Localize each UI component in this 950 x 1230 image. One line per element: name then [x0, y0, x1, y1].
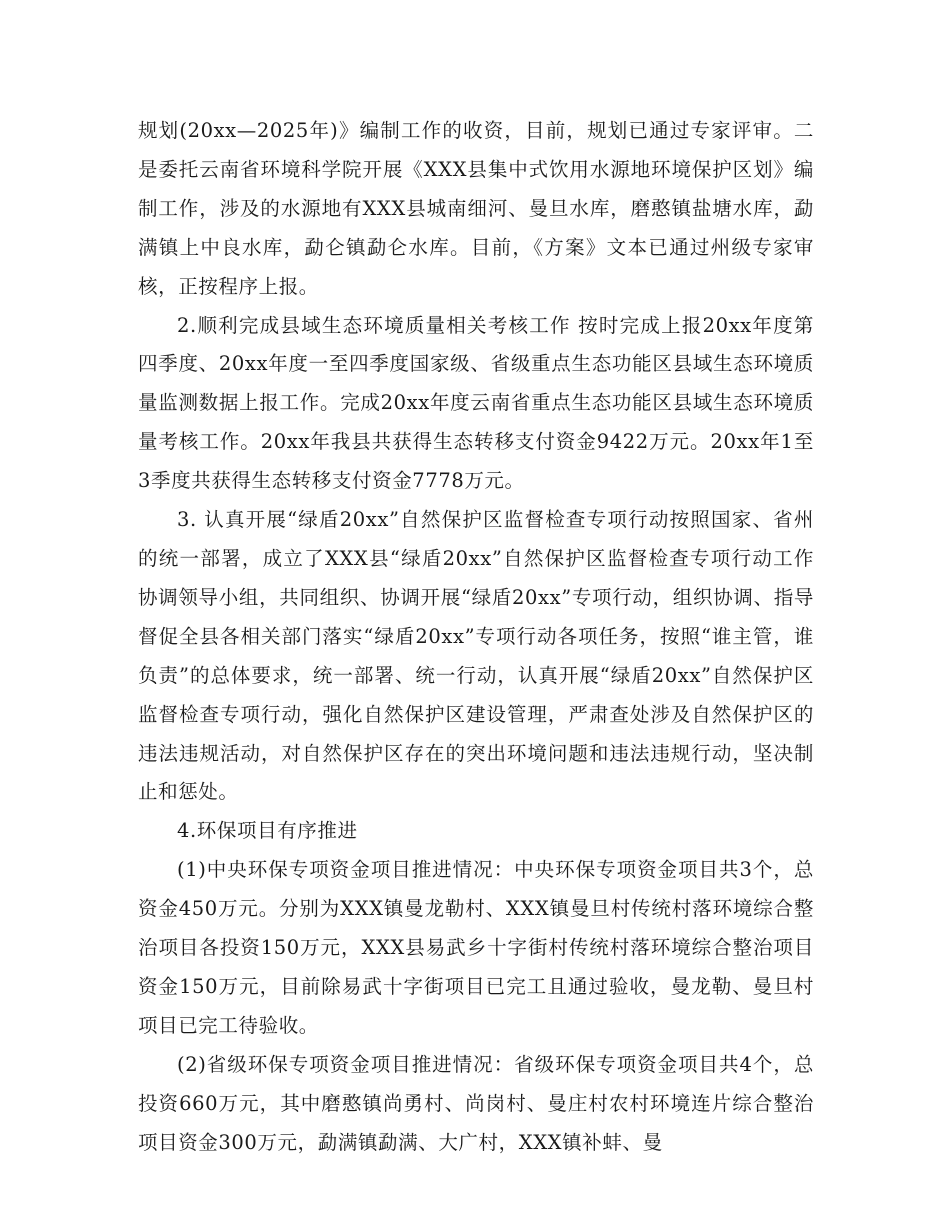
paragraph-green-shield-action: 3. 认真开展“绿盾20xx”自然保护区监督检查专项行动按照国家、省州的统一部署，成立了XXX县“绿盾20xx”自然保护区监督检查专项行动工作协调领导小组，共同组织、协调开展“绿盾20xx”专项行动，组织协调、指导督促全县各相关部门落实“绿盾20xx”专项行动各项任务，按照“谁主管，谁负责”的总体要求，统一部署、统一行动，认真开展“绿盾20xx”自然保护区监督检查专项行动，强化自然保护区建设管理，严肃查处涉及自然保护区的违法违规活动，对自然保护区存在的突出环境问题和违法违规行动，坚决制止和惩处。	[138, 508, 814, 804]
section-heading-projects: 4.环保项目有序推进	[177, 819, 358, 843]
paragraph-ecological-assessment: 2.顺利完成县域生态环境质量相关考核工作 按时完成上报20xx年度第四季度、20xx年度一至四季度国家级、省级重点生态功能区县域生态环境质量监测数据上报工作。完成20xx年度云南省重点生态功能区县域生态环境质量考核工作。20xx年我县共获得生态转移支付资金9422万元。20xx年1至3季度共获得生态转移支付资金7778万元。	[138, 313, 814, 493]
paragraph-central-funds: (1)中央环保专项资金项目推进情况：中央环保专项资金项目共3个，总资金450万元。分别为XXX镇曼龙勒村、XXX镇曼旦村传统村落环境综合整治项目各投资150万元，XXX县易武乡十字街村传统村落环境综合整治项目资金150万元，目前除易武十字街项目已完工且通过验收，曼龙勒、曼旦村项目已完工待验收。	[138, 858, 814, 1037]
paragraph-continuation: 规划(20xx—2025年)》编制工作的收资，目前，规划已通过专家评审。二是委托云南省环境科学院开展《XXX县集中式饮用水源地环境保护区划》编制工作，涉及的水源地有XXX县城南细河、曼旦水库，磨憨镇盐塘水库，勐满镇上中良水库，勐仑镇勐仑水库。目前，《方案》文本已通过州级专家审核，正按程序上报。	[138, 119, 814, 298]
document-body	[138, 112, 814, 1162]
paragraph-provincial-funds: (2)省级环保专项资金项目推进情况：省级环保专项资金项目共4个，总投资660万元，其中磨憨镇尚勇村、尚岗村、曼庄村农村环境连片综合整治项目资金300万元，勐满镇勐满、大广村，XXX镇补蚌、曼	[138, 1052, 814, 1154]
